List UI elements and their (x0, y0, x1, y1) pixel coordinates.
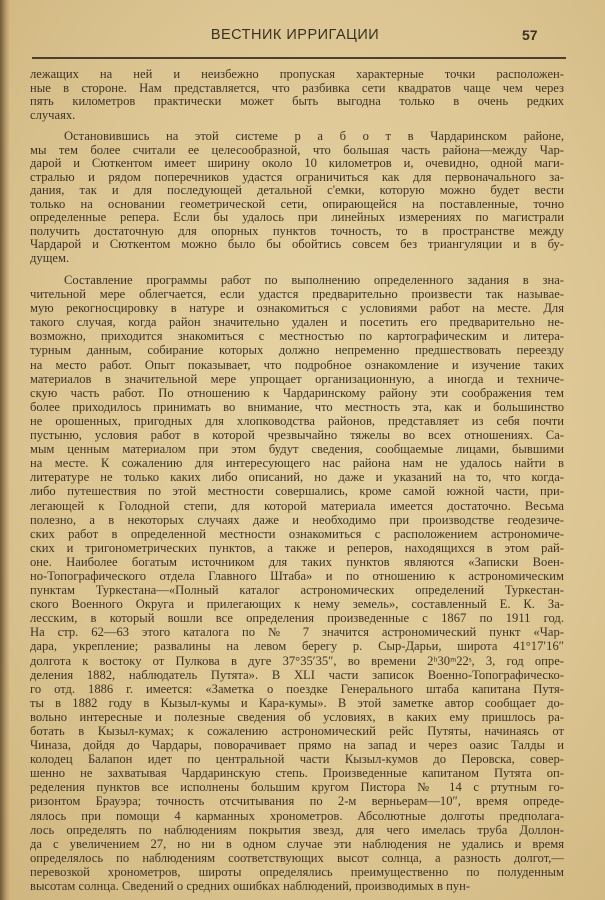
text-line: легающей к Голодной степи, для которой материала имеется достаточно. Весьма (30, 498, 564, 513)
text-line: На стр. 62—63 этого каталога по № 7 значится астрономический пункт «Чар- (30, 625, 564, 640)
text-line: мы тем более считали ее целесообразной, что большая часть района—между Чар- (30, 143, 564, 157)
paragraph-2 (30, 130, 564, 265)
text-line: определенные репера. Если бы удалось при линейных измерениях по магистрали (30, 211, 564, 224)
text-line: шенно не захватывая Чардаринскую степь. Произведенные капитаном Путята оп- (30, 766, 564, 781)
text-line: ные в стороне. Нам представляется, что разбивка сети квадратов чаще чем через (30, 81, 564, 95)
paragraph-1 (30, 68, 564, 123)
text-line: получить достаточную для опорных пунктов точность, то в пространстве между (30, 224, 564, 238)
text-line: либо путешествия по этой местности совершались, кроме самой южной части, при- (30, 484, 564, 499)
text-line: ских и тригонометрических пунктов, а также и реперов, находящихся в этом рай- (30, 540, 564, 555)
text-line: определялось по наблюдениям соответствующих высот солнца, а разность долгот,— (30, 850, 564, 865)
text-line: дара, укрепление; развалины на левом берегу р. Сыр-Дарьи, широта 41°17′16″ (30, 639, 564, 654)
text-line: оне. Наиболее богатым источником для таких пунктов являются «Записки Воен- (30, 554, 564, 569)
text-line: случаях. (30, 109, 76, 123)
text-line: возможно, приходится знакомиться с местностью по картографическим и литера- (30, 329, 564, 344)
text-line: материалов в значительной мере упрощает организационную, а иногда и техниче- (30, 371, 564, 386)
text-line: лялось при помощи 4 карманных хронометров. Абсолютные долготы предполага- (30, 808, 564, 823)
text-line: ского Военного Округа и прилегающих к нему земель», составленный Е. К. За- (30, 597, 564, 612)
text-line: чительной мере облегчается, если удастся предварительно произвести так называе- (30, 287, 564, 302)
text-line: долгота к востоку от Пулкова в дуге 37°35′35″, во времени 2ʰ30ᵐ22ˢ, 3, год опре- (30, 653, 564, 668)
text-line: пустыню, условия работ в которой чрезвычайно тяжелы во всех отношениях. Са- (30, 428, 564, 443)
journal-title: ВЕСТНИК ИРРИГАЦИИ (210, 27, 380, 43)
text-line: лежащих на ней и неизбежно пропуская характерные точки расположен- (30, 68, 564, 81)
text-line: пять километров практически может быть выгодна только в очень редких (30, 95, 564, 109)
paragraph-3 (30, 273, 564, 893)
text-line: да с увеличением 27, но ни в одном случае эти наблюдения не удались и время (30, 836, 564, 851)
text-line: Чардарой и Сюткентом можно было бы обойтись совсем без триангуляции и в бу- (30, 238, 564, 251)
text-line: стралью и рядом поперечников удастся ограничиться как для первоначального за- (30, 170, 564, 184)
text-line: только на основании геометрической сети, опирающейся на поставленные, точно (30, 197, 564, 211)
text-line: вольно интересные и полезные сведения об условиях, в каких ему пришлось ра- (30, 709, 564, 724)
text-line: ты в 1882 году в Кызыл-кумы и Кара-кумы». В этой заметке автор сообщает до- (30, 695, 564, 710)
text-line: Чиназа, дойдя до Чардары, поворачивает прямо на запад и через оазис Талды и (30, 738, 564, 753)
text-line: ризонтом Брауэра; точность отсчитывания по 2-м верньерам—10″, время опреде- (30, 794, 564, 809)
text-line: дания, так и для последующей детальной с'емки, которую можно будет вести (30, 184, 564, 197)
text-line: скую часть работ. По отношению к Чардаринскому району эти соображения тем (30, 385, 564, 400)
text-line: литературе не только каких либо описаний, но даже и указаний на то, что когда- (30, 470, 564, 485)
text-line: на месте. К сожалению для интересующего нас района нам не удалось найти в (30, 456, 564, 471)
page-number: 57 (522, 27, 538, 43)
text-line: высотам солнца. Сведений о средних ошибках наблюдений, производимых в пун- (30, 879, 471, 894)
text-line: не орошенных, пригодных для хлопководства районов, представляет из себя почти (30, 413, 564, 428)
text-line: перевозкой хронометров, широты определялись преимущественно по полуденным (30, 864, 564, 879)
text-line: такого случая, когда район значительно удален и посетить его предварительно не- (30, 315, 564, 330)
text-line: Составление программы работ по выполнению определенного задания в зна- (64, 273, 564, 287)
text-line: пунктам Туркестана—«Полный каталог астрономических определений Туркестан- (30, 583, 564, 598)
text-line: мым ценным материалом при этом будут сведения, сообщаемые лицами, бывшими (30, 442, 564, 457)
text-line: го отд. 1886 г. имеется: «Заметка о поездке Генерального штаба капитана Путя- (30, 681, 564, 696)
text-line: но-Топографического отдела Главного Штаба» и по отношению к астрономическим (30, 568, 564, 583)
text-line: полезно, а в некоторых случаях даже и необходимо при производстве геодезиче- (30, 512, 564, 527)
text-line: Остановившись на этой системе р а б о т в Чардаринском районе, (64, 130, 564, 143)
page-binding-shadow (0, 0, 10, 900)
text-line: деления 1882, наблюдатель Путята». В XLI части записок Военно-Топографическо- (30, 667, 564, 682)
text-line: ботать в Кызыл-кумах; к сожалению астрономический рейс Путяты, начинаясь от (30, 724, 564, 738)
text-line: дарой и Сюткентом имеет ширину около 10 километров и, очевидно, одной маги- (30, 157, 564, 170)
text-line: турным данным, собирание которых должно непременно предшествовать переезду (30, 343, 564, 358)
text-line: ских работ в определенной местности ознакомиться с расположением астрономиче- (30, 526, 564, 541)
text-line: лось определять по наблюдениям покрытия звезд, для чего имелась труба Доллон- (30, 822, 564, 837)
text-line: мую рекогносцировку в натуре и ознакомиться с условиями работ на месте. Для (30, 301, 564, 316)
text-line: дущем. (30, 251, 70, 265)
text-line: ределения пунктов все исполнены большим кругом Пистора № 14 с ртутным го- (30, 780, 564, 795)
header-rule (32, 57, 566, 59)
text-line: колодец Балапон идет по центральной части Кызыл-кумов до Перовска, совер- (30, 752, 564, 767)
text-line: более приходилось принимать во внимание, что местность эта, как и большинство (30, 399, 564, 414)
text-line: лесским, в который вошли все определения произведенные с 1867 по 1911 год. (30, 611, 564, 626)
text-line: на место работ. Опыт показывает, что подробное ознакомление и изучение таких (30, 357, 564, 372)
